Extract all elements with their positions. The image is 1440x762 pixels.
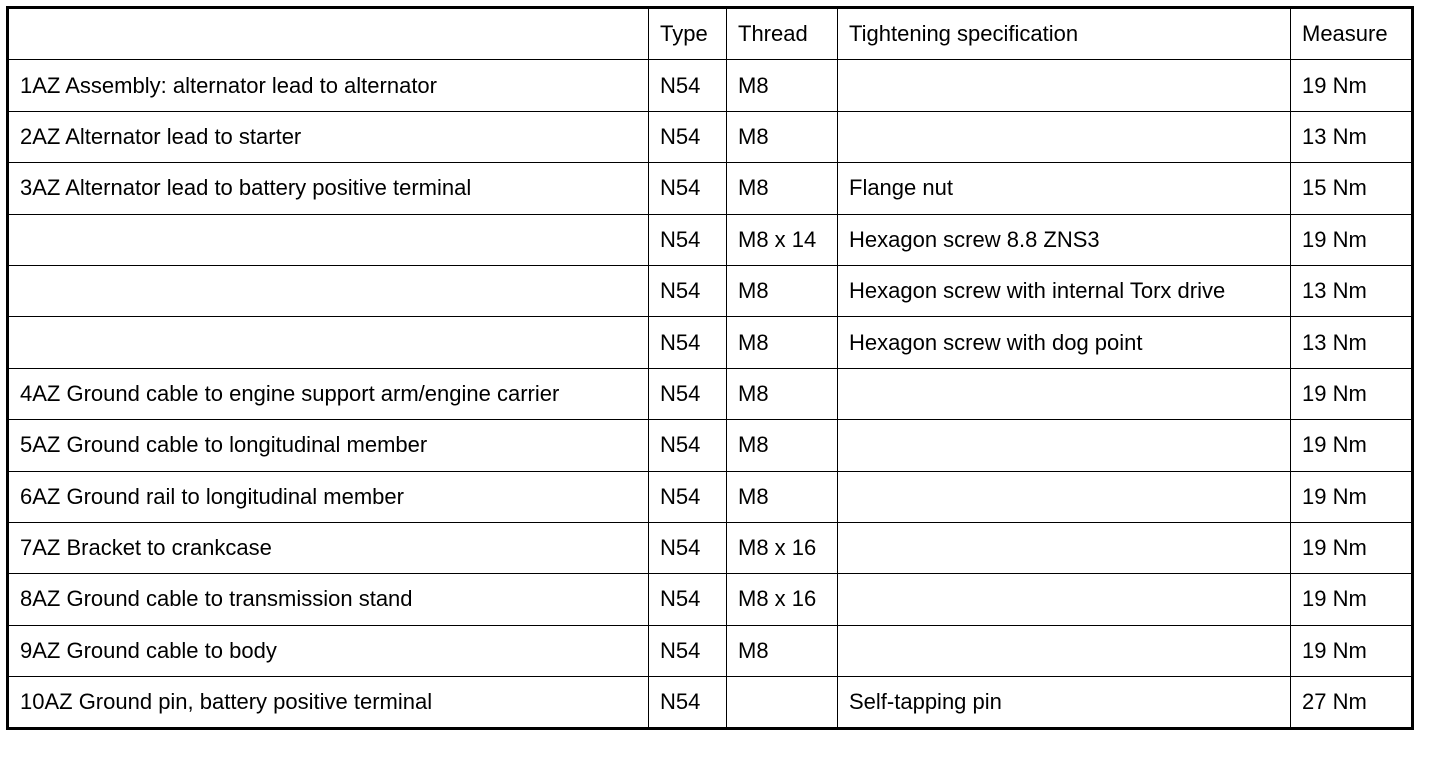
table-row [8, 163, 1413, 214]
cell-description: 2AZ Alternator lead to starter [8, 111, 649, 162]
cell-specification [838, 60, 1291, 111]
cell-measure: 19 Nm [1291, 368, 1413, 419]
cell-specification [838, 368, 1291, 419]
cell-type: N54 [649, 163, 727, 214]
cell-specification: Hexagon screw with dog point [838, 317, 1291, 368]
cell-thread: M8 [727, 265, 838, 316]
cell-specification: Hexagon screw 8.8 ZNS3 [838, 214, 1291, 265]
cell-type: N54 [649, 368, 727, 419]
cell-thread [727, 677, 838, 729]
cell-description: 10AZ Ground pin, battery positive terminal [8, 677, 649, 729]
cell-thread: M8 x 16 [727, 574, 838, 625]
cell-specification [838, 522, 1291, 573]
cell-type: N54 [649, 111, 727, 162]
cell-thread: M8 [727, 471, 838, 522]
cell-description: 1AZ Assembly: alternator lead to alternator [8, 60, 649, 111]
table-row [8, 111, 1413, 162]
cell-thread: M8 [727, 60, 838, 111]
cell-measure: 19 Nm [1291, 522, 1413, 573]
table-row [8, 214, 1413, 265]
header-thread: Thread [727, 8, 838, 60]
cell-specification: Hexagon screw with internal Torx drive [838, 265, 1291, 316]
cell-thread: M8 [727, 111, 838, 162]
cell-type: N54 [649, 471, 727, 522]
cell-specification [838, 111, 1291, 162]
cell-description: 7AZ Bracket to crankcase [8, 522, 649, 573]
cell-description [8, 265, 649, 316]
cell-type: N54 [649, 214, 727, 265]
header-type: Type [649, 8, 727, 60]
cell-description: 8AZ Ground cable to transmission stand [8, 574, 649, 625]
cell-specification: Self-tapping pin [838, 677, 1291, 729]
cell-description: 3AZ Alternator lead to battery positive terminal [8, 163, 649, 214]
table-row [8, 420, 1413, 471]
table-row [8, 368, 1413, 419]
header-description [8, 8, 649, 60]
table-row [8, 265, 1413, 316]
cell-specification [838, 471, 1291, 522]
cell-thread: M8 x 14 [727, 214, 838, 265]
cell-thread: M8 x 16 [727, 522, 838, 573]
cell-thread: M8 [727, 368, 838, 419]
cell-measure: 19 Nm [1291, 214, 1413, 265]
cell-description [8, 214, 649, 265]
table-row [8, 60, 1413, 111]
cell-specification [838, 574, 1291, 625]
cell-measure: 27 Nm [1291, 677, 1413, 729]
tightening-torque-table [6, 6, 1414, 730]
header-tightening-specification: Tightening specification [838, 8, 1291, 60]
cell-measure: 13 Nm [1291, 111, 1413, 162]
table-row [8, 677, 1413, 729]
cell-description: 6AZ Ground rail to longitudinal member [8, 471, 649, 522]
cell-type: N54 [649, 625, 727, 676]
cell-measure: 19 Nm [1291, 471, 1413, 522]
cell-specification: Flange nut [838, 163, 1291, 214]
cell-description: 5AZ Ground cable to longitudinal member [8, 420, 649, 471]
cell-description [8, 317, 649, 368]
table-row [8, 522, 1413, 573]
cell-measure: 19 Nm [1291, 60, 1413, 111]
cell-measure: 13 Nm [1291, 265, 1413, 316]
cell-type: N54 [649, 677, 727, 729]
cell-measure: 19 Nm [1291, 420, 1413, 471]
cell-type: N54 [649, 60, 727, 111]
cell-type: N54 [649, 420, 727, 471]
cell-type: N54 [649, 574, 727, 625]
cell-thread: M8 [727, 420, 838, 471]
cell-thread: M8 [727, 317, 838, 368]
cell-measure: 19 Nm [1291, 625, 1413, 676]
cell-type: N54 [649, 522, 727, 573]
table-row [8, 317, 1413, 368]
cell-specification [838, 420, 1291, 471]
header-row [8, 8, 1413, 60]
cell-measure: 15 Nm [1291, 163, 1413, 214]
cell-measure: 13 Nm [1291, 317, 1413, 368]
table-row [8, 574, 1413, 625]
cell-thread: M8 [727, 163, 838, 214]
cell-type: N54 [649, 317, 727, 368]
table-row [8, 625, 1413, 676]
cell-type: N54 [649, 265, 727, 316]
cell-description: 4AZ Ground cable to engine support arm/engine carrier [8, 368, 649, 419]
table-row [8, 471, 1413, 522]
cell-thread: M8 [727, 625, 838, 676]
cell-measure: 19 Nm [1291, 574, 1413, 625]
cell-description: 9AZ Ground cable to body [8, 625, 649, 676]
cell-specification [838, 625, 1291, 676]
header-measure: Measure [1291, 8, 1413, 60]
